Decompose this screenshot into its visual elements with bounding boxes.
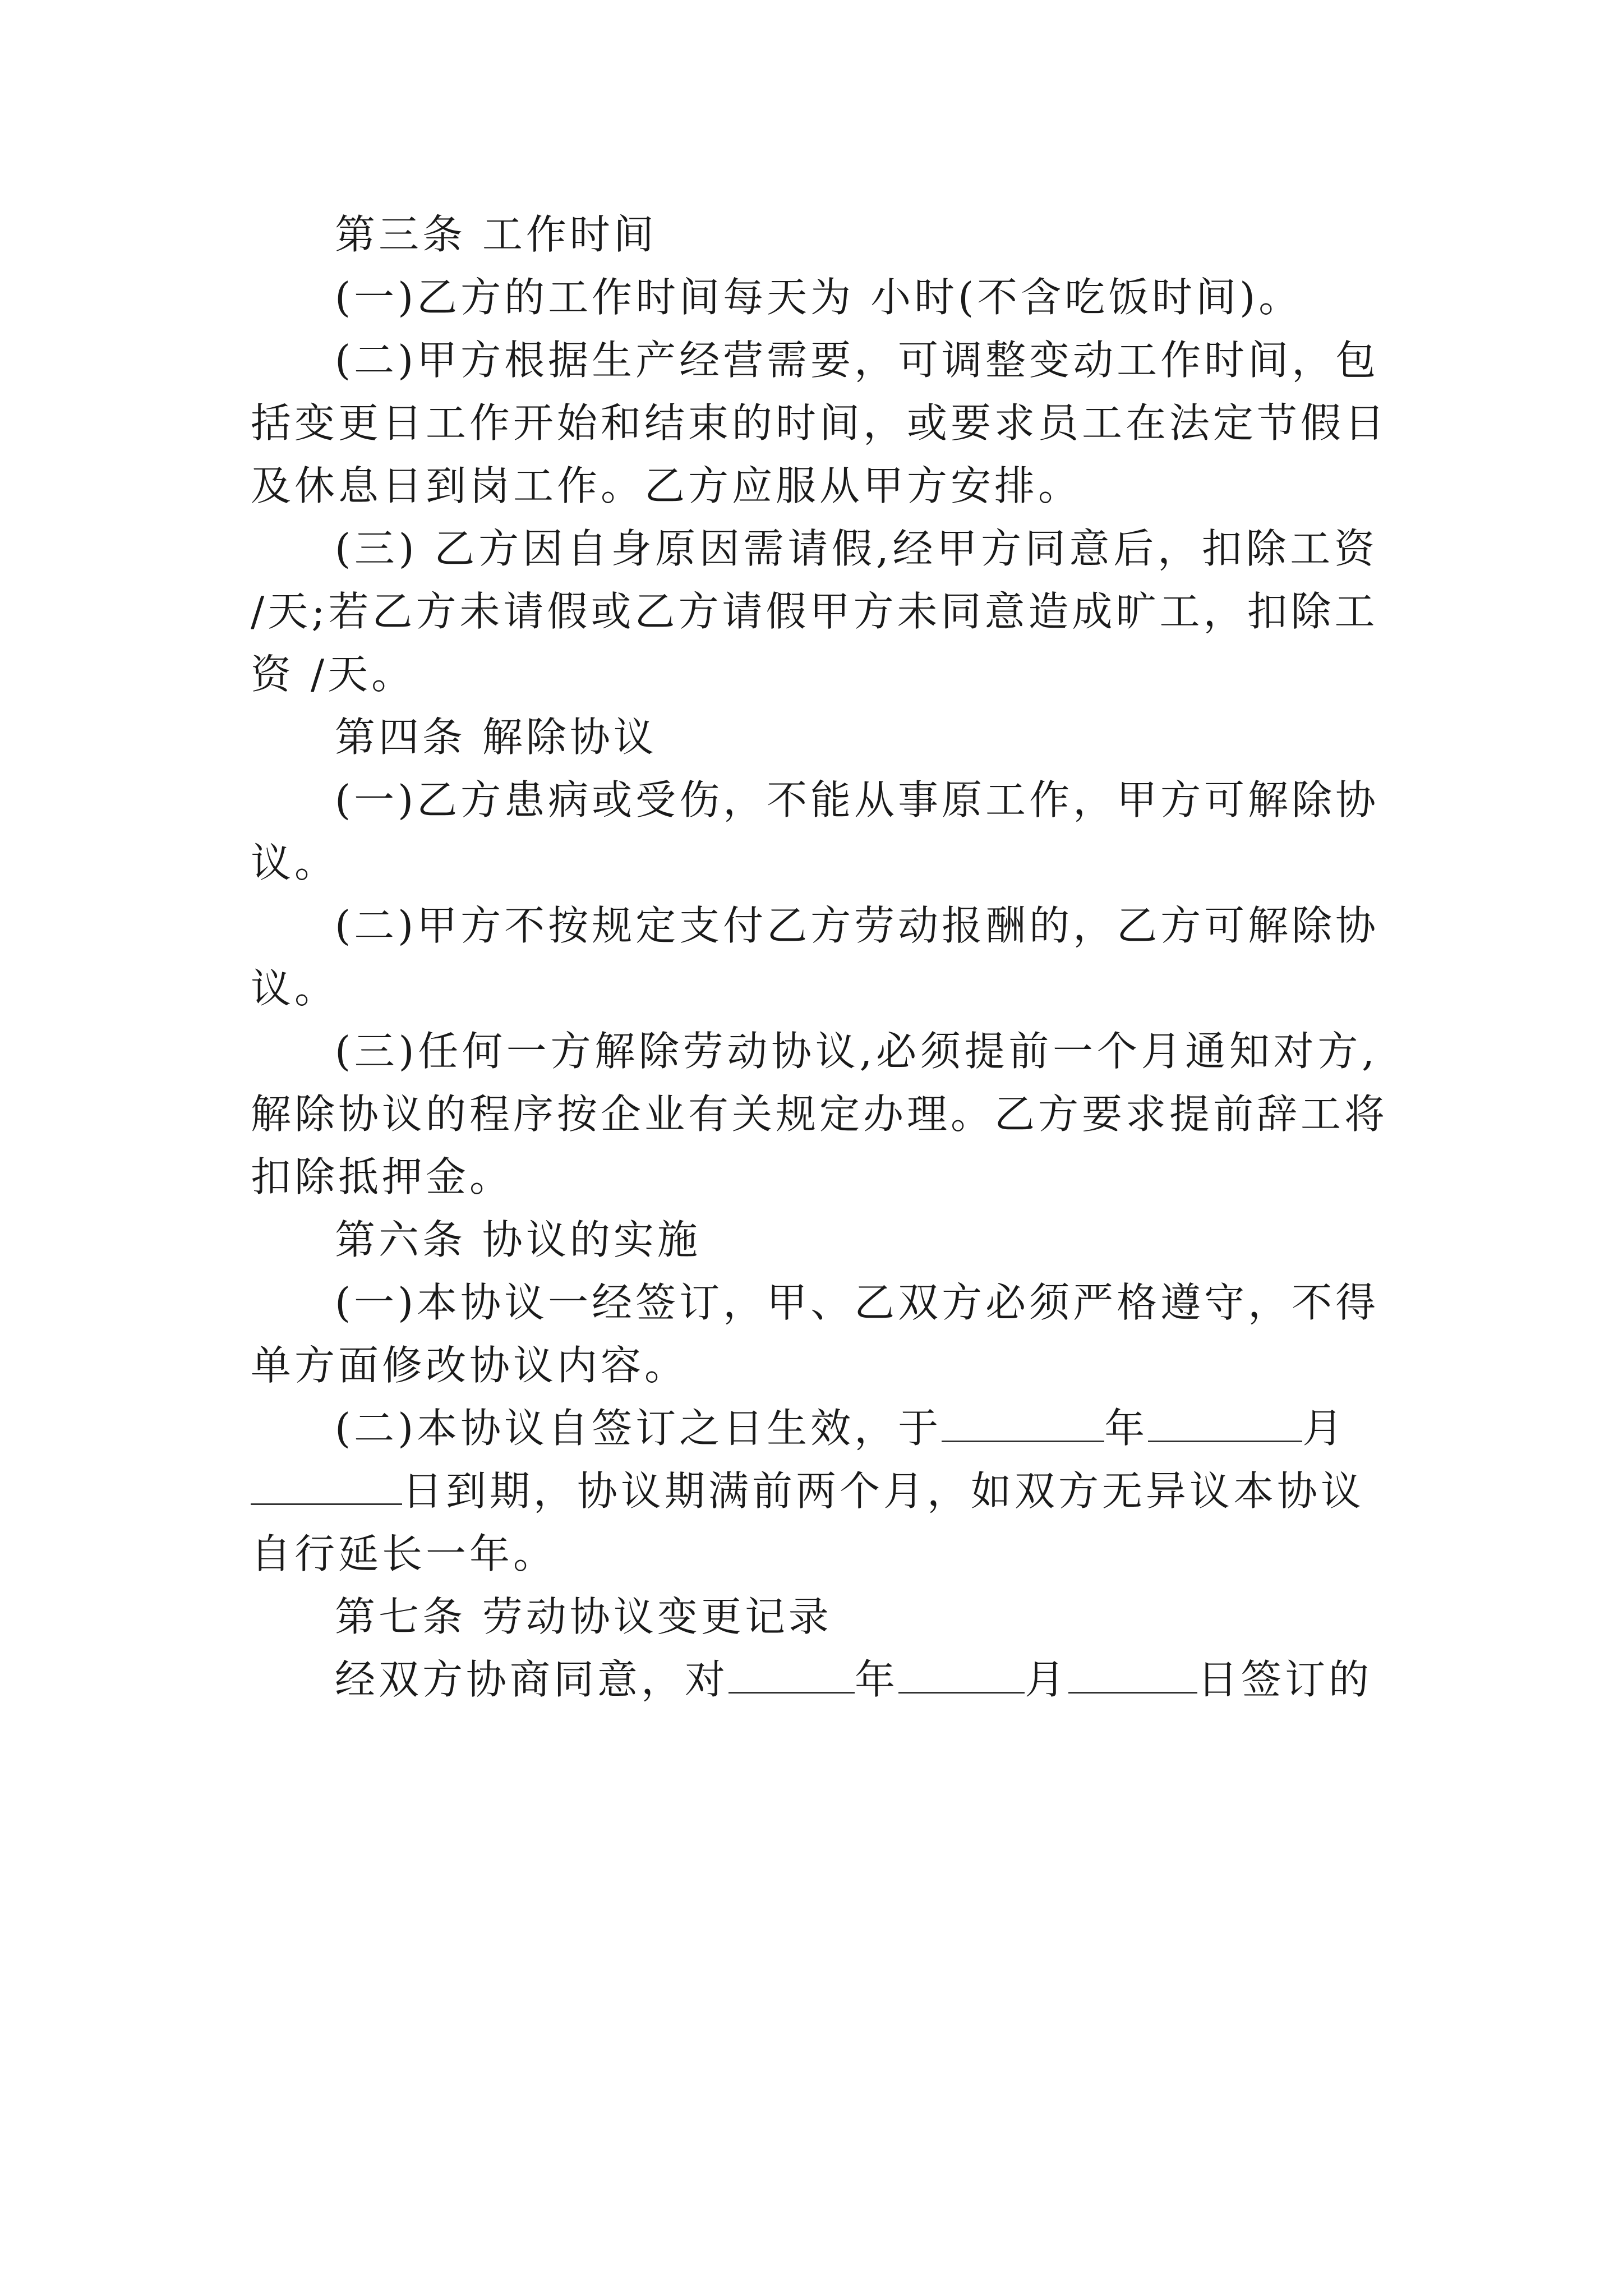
text-segment: 年 — [855, 1656, 899, 1703]
text-segment: 年 — [1104, 1405, 1149, 1452]
article-4-title: 第四条 解除协议 — [335, 714, 657, 761]
document-body — [251, 203, 1389, 1711]
year-blank — [728, 1658, 855, 1694]
day-blank — [251, 1470, 402, 1505]
text-segment: 日到期，协议期满前两个月，如双方无异议本协议 — [402, 1467, 1365, 1515]
paragraph: (一)乙方的工作时间每天为 小时(不含吃饭时间)。 — [335, 274, 1303, 321]
paragraph-line: 解除协议的程序按企业有关规定办理。乙方要求提前辞工将 — [251, 1091, 1389, 1138]
paragraph-line: (三)任何一方解除劳动协议,必须提前一个月通知对方, — [335, 1028, 1378, 1075]
paragraph-line: (二)甲方根据生产经营需要，可调整变动工作时间，包 — [335, 337, 1380, 384]
article-7-title: 第七条 劳动协议变更记录 — [335, 1593, 832, 1640]
text-segment: 经双方协商同意，对 — [335, 1656, 729, 1703]
paragraph-line-with-blanks — [251, 1397, 1378, 1460]
paragraph-line: 括变更日工作开始和结束的时间，或要求员工在法定节假日 — [251, 399, 1389, 447]
paragraph-line: 资 /天。 — [251, 651, 416, 698]
paragraph-line: (一)本协议一经签订，甲、乙双方必须严格遵守，不得 — [335, 1279, 1380, 1326]
paragraph-line: (三) 乙方因自身原因需请假,经甲方同意后，扣除工资 — [335, 525, 1378, 572]
text-segment: 日签订的 — [1197, 1656, 1373, 1703]
day-blank — [1068, 1658, 1197, 1694]
paragraph-line: 单方面修改协议内容。 — [251, 1342, 689, 1389]
paragraph-line: /天;若乙方未请假或乙方请假甲方未同意造成旷工，扣除工 — [251, 588, 1378, 635]
paragraph-line: 自行延长一年。 — [251, 1530, 557, 1577]
paragraph-line: 议。 — [251, 839, 339, 886]
paragraph-line-with-blanks — [251, 1648, 1378, 1711]
text-segment: 月 — [1025, 1656, 1069, 1703]
text-segment: (二)本协议自签订之日生效，于 — [335, 1405, 942, 1452]
paragraph-line-with-blanks — [251, 1460, 1378, 1522]
paragraph-line: 扣除抵押金。 — [251, 1153, 514, 1200]
paragraph-line: 议。 — [251, 965, 339, 1012]
paragraph-line: (一)乙方患病或受伤，不能从事原工作，甲方可解除协 — [335, 776, 1380, 823]
month-blank — [1148, 1407, 1302, 1442]
year-blank — [942, 1407, 1104, 1442]
text-segment: 月 — [1302, 1405, 1347, 1452]
paragraph-line: 及休息日到岗工作。乙方应服从甲方安排。 — [251, 462, 1082, 509]
article-3-title: 第三条 工作时间 — [335, 211, 657, 258]
month-blank — [898, 1658, 1025, 1694]
article-6-title: 第六条 协议的实施 — [335, 1216, 701, 1263]
paragraph-line: (二)甲方不按规定支付乙方劳动报酬的，乙方可解除协 — [335, 902, 1380, 949]
